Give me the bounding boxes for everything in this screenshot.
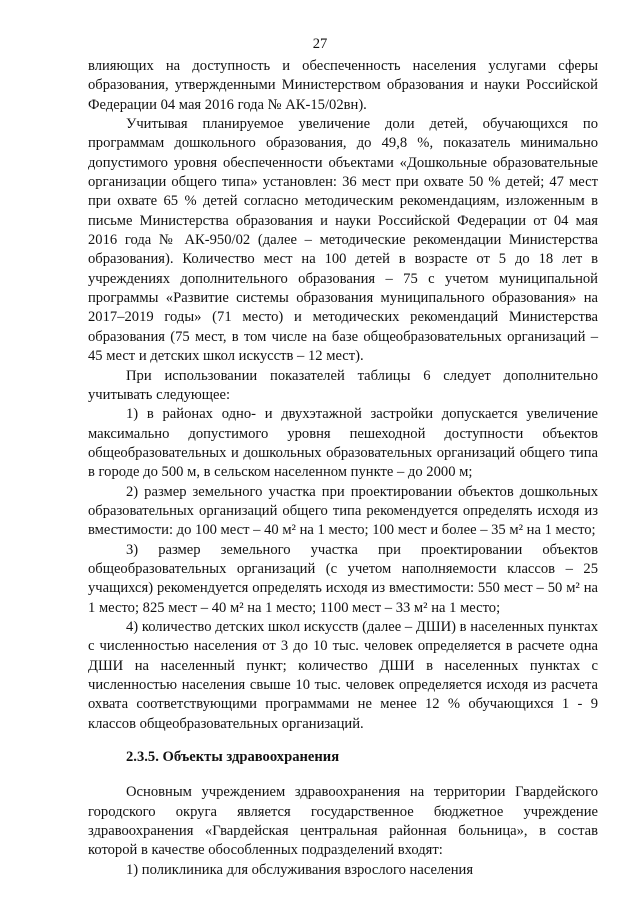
list-item: 1) в районах одно- и двухэтажной застройки допускается увеличение максимально допустимого уровня пешеходной доступности объектов общеобразовательных и дошкольных образовательных организаций общего типа в городе до 500 м, в сельском населенном пункте – до 2000 м; bbox=[88, 406, 598, 481]
list-item: 1) поликлиника для обслуживания взрослого населения bbox=[126, 861, 474, 878]
list-item: 4) количество детских школ искусств (далее – ДШИ) в населенных пунктах с численностью населения от 3 до 10 тыс. человек определяется в расчете одна ДШИ на населенный пункт; количество ДШИ в населенных пунктах с численностью населения свыше 10 тыс. человек определяется исходя из расчета охвата соответствующими программами не менее 12 % обучающихся 1 - 9 классов общеобразовательных организаций. bbox=[88, 618, 598, 732]
paragraph: влияющих на доступность и обеспеченность населения услугами сферы образования, утвержденными Министерством образования и науки Российской Федерации 04 мая 2016 года № АК-15/02вн). bbox=[88, 58, 598, 113]
paragraph: При использовании показателей таблицы 6 следует дополнительно учитывать следующее: bbox=[88, 367, 598, 403]
page-number: 27 bbox=[312, 36, 328, 52]
section-heading: 2.3.5. Объекты здравоохранения bbox=[126, 749, 340, 766]
list-item: 2) размер земельного участка при проектировании объектов дошкольных образовательных организаций общего типа рекомендуется определять исходя из вместимости: до 100 мест – 40 м² на 1 место; 100 мест и более – 35 м² на 1 место; bbox=[88, 483, 598, 539]
list-item: 3) размер земельного участка при проектировании объектов общеобразовательных организаций (с учетом наполняемости классов – 25 учащихся) рекомендуется определять исходя из вместимости: 550 мест – 50 м² на 1 место; 825 мест – 40 м² на 1 место; 1100 мест – 33 м² на 1 место; bbox=[88, 541, 598, 616]
paragraph: Учитывая планируемое увеличение доли детей, обучающихся по программам дошкольного образования, до 49,8 %, показатель минимально допустимого уровня обеспеченности объектами «Дошкольные образовательные организации общего типа» установлен: 36 мест при охвате 50 % детей; 47 мест при охвате 65 % детей согласно методическим рекомендациям, изложенным в письме Министерства образования и науки Российской Федерации от 04 мая 2016 года № АК-950/02 (далее – методические рекомендации Министерства образования). Количество мест на 100 детей в возрасте от 5 до 18 лет в учреждениях дополнительного образования – 75 с учетом муниципальной программы «Развитие системы образования муниципального образования» на 2017–2019 годы» (71 место) и методических рекомендаций Министерства образования (75 мест, в том числе на базе общеобразовательных организаций – 45 мест и детских школ искусств – 12 мест). bbox=[88, 116, 598, 365]
document-body bbox=[88, 57, 598, 880]
paragraph: Основным учреждением здравоохранения на территории Гвардейского городского округа является государственное бюджетное учреждение здравоохранения «Гвардейская центральная районная больница», в состав которой в качестве обособленных подразделений входят: bbox=[88, 784, 598, 859]
